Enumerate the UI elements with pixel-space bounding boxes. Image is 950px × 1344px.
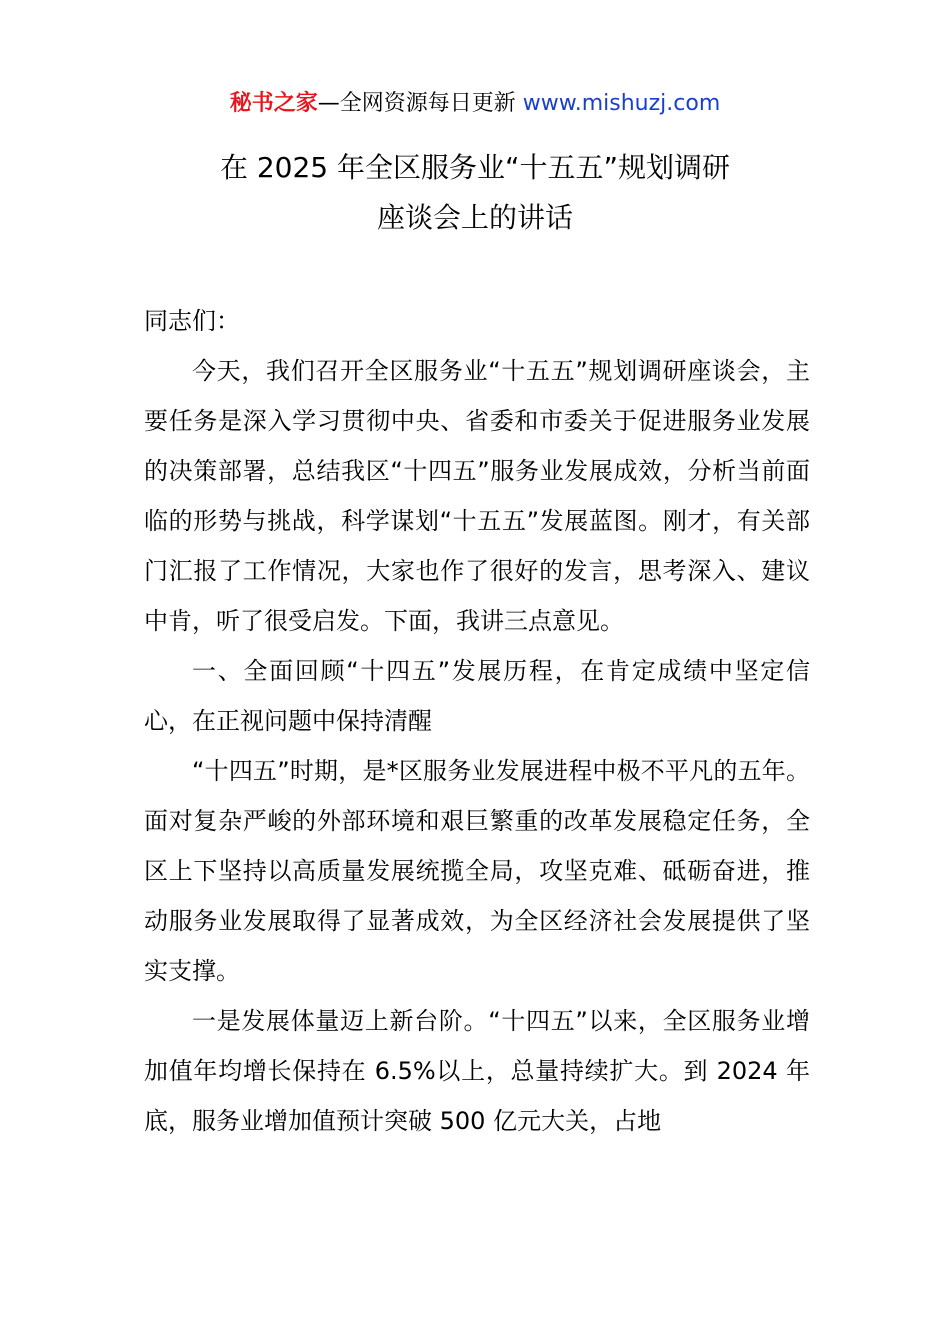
document-body (144, 296, 810, 1146)
paragraph-point-1: 一是发展体量迈上新台阶。“十四五”以来，全区服务业增加值年均增长保持在 6.5%以上，总量持续扩大。到 2024 年底，服务业增加值预计突破 500 亿元大关，占地 (144, 1007, 810, 1135)
section-heading-1: 一、全面回顾“十四五”发展历程，在肯定成绩中坚定信心，在正视问题中保持清醒 (144, 657, 810, 735)
header-tagline: 全网资源每日更新 (339, 91, 516, 116)
paragraph-intro: 今天，我们召开全区服务业“十五五”规划调研座谈会，主要任务是深入学习贯彻中央、省委和市委关于促进服务业发展的决策部署，总结我区“十四五”服务业发展成效，分析当前面临的形势与挑战，科学谋划“十五五”发展蓝图。刚才，有关部门汇报了工作情况，大家也作了很好的发言，思考深入、建议中肯，听了很受启发。下面，我讲三点意见。 (144, 357, 810, 635)
salutation: 同志们： (144, 307, 240, 335)
brand-name: 秘书之家 (229, 91, 318, 116)
document-title-line-1: 在 2025 年全区服务业“十五五”规划调研 (219, 151, 731, 184)
document-title-line-2: 座谈会上的讲话 (376, 201, 573, 234)
header-dash: — (317, 91, 340, 116)
site-header (0, 86, 950, 122)
site-url-link[interactable]: www.mishuzj.com (522, 91, 721, 116)
paragraph-review: “十四五”时期，是*区服务业发展进程中极不平凡的五年。面对复杂严峻的外部环境和艰巨繁重的改革发展稳定任务，全区上下坚持以高质量发展统揽全局，攻坚克难、砥砺奋进，推动服务业发展取得了显著成效，为全区经济社会发展提供了坚实支撑。 (144, 757, 810, 985)
